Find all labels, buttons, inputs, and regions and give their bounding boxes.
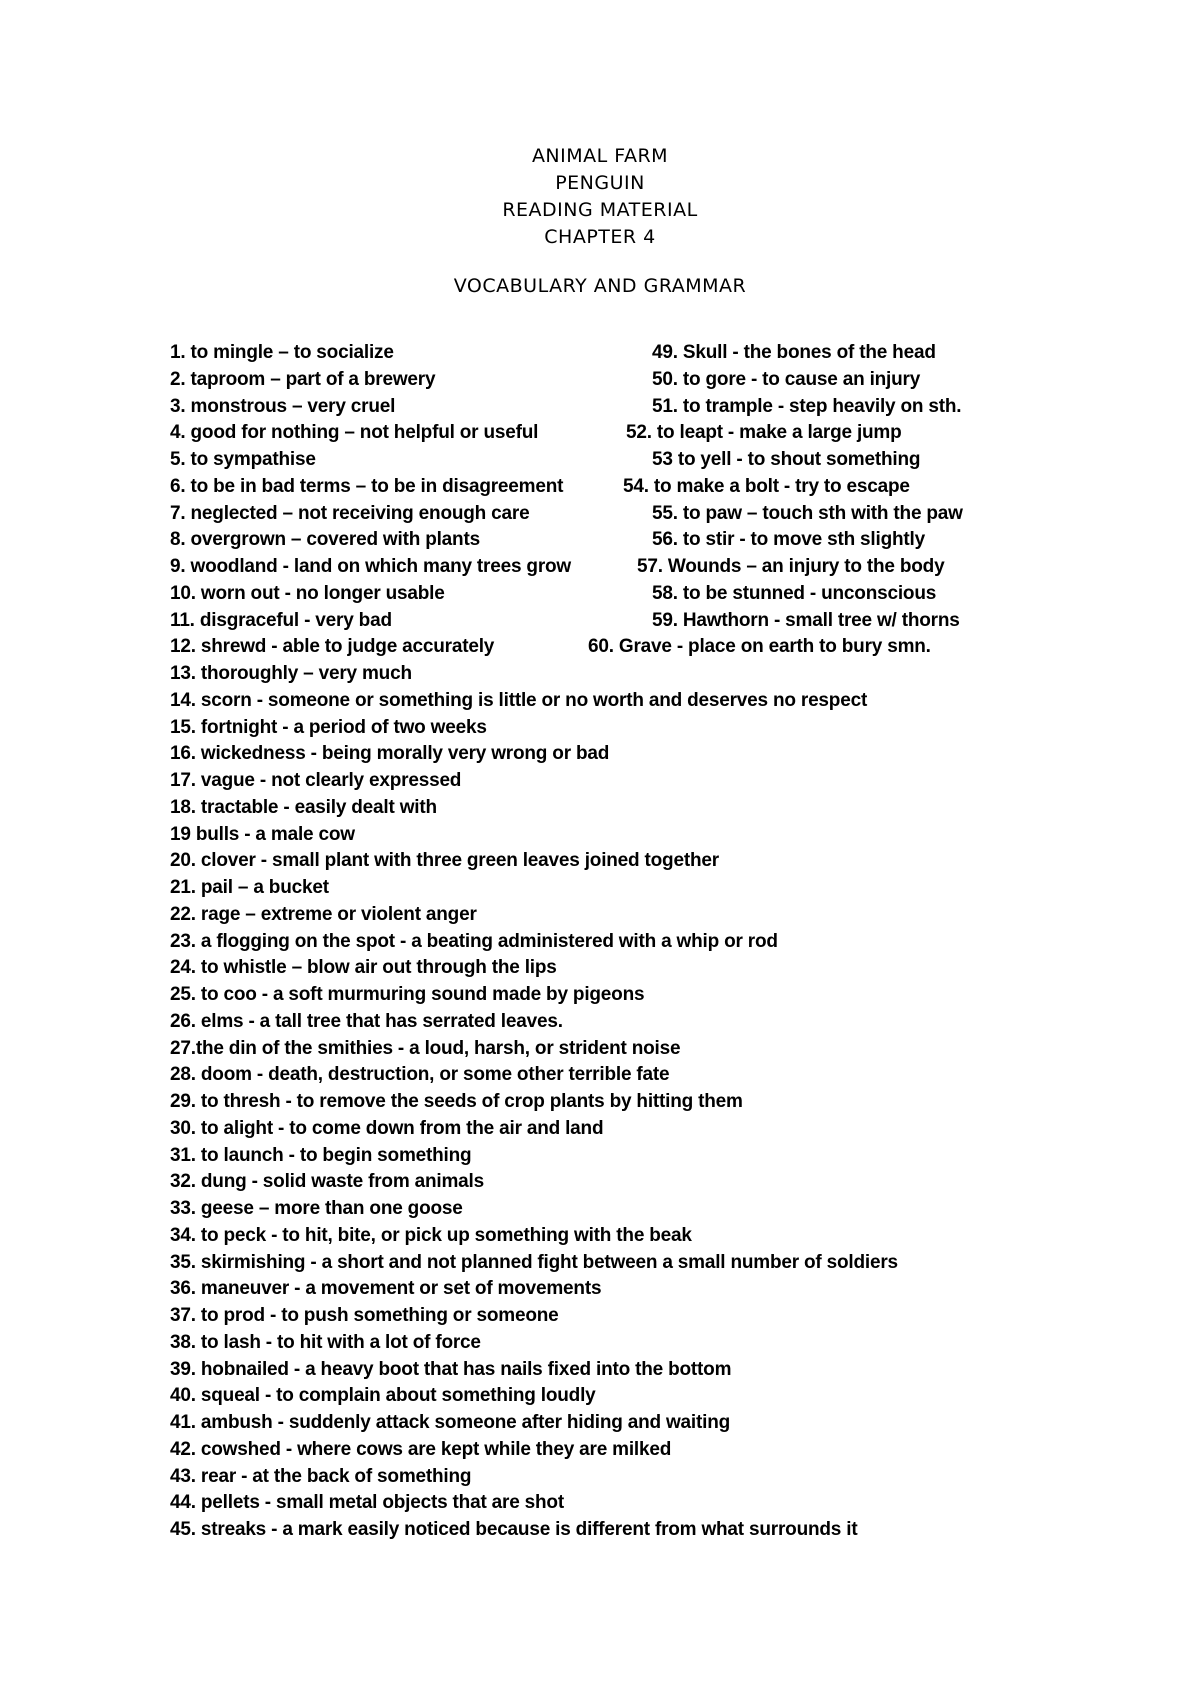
vocab-entry-right: 58. to be stunned - unconscious [652,582,937,604]
vocab-entry-right: 49. Skull - the bones of the head [652,342,936,363]
vocab-row [170,902,1170,929]
vocab-entry-right: 53 to yell - to shout something [652,449,921,470]
vocab-row [170,1490,1170,1517]
vocab-entry-left: 36. maneuver - a movement or set of movements [170,1278,602,1300]
vocab-row [170,715,1170,742]
vocab-row [170,875,1170,902]
vocab-row [170,768,1170,795]
vocab-row [170,420,1170,447]
vocab-entry-left: 25. to coo - a soft murmuring sound made by pigeons [170,984,645,1005]
title-line-2: PENGUIN [555,172,645,194]
vocab-row [170,848,1170,875]
vocab-entry-left: 2. taproom – part of a brewery [170,368,436,390]
vocab-entry-left: 3. monstrous – very cruel [170,395,396,417]
vocab-entry-left: 4. good for nothing – not helpful or useful [170,422,539,444]
vocab-entry-left: 42. cowshed - where cows are kept while they are milked [170,1438,672,1460]
vocab-entry-right: 54. to make a bolt - try to escape [623,475,910,497]
vocab-row [170,955,1170,982]
vocab-row [170,581,1170,608]
vocab-entry-right: 52. to leapt - make a large jump [626,422,902,444]
vocab-entry-left: 18. tractable - easily dealt with [170,796,437,818]
vocab-entry-right: 59. Hawthorn - small tree w/ thorns [652,609,960,631]
vocab-entry-left: 45. streaks - a mark easily noticed because is different from what surrounds it [170,1519,858,1540]
vocab-entry-right: 51. to trample - step heavily on sth. [652,395,962,417]
vocab-row [170,1089,1170,1116]
vocab-entry-left: 34. to peck - to hit, bite, or pick up something with the beak [170,1224,692,1246]
document-header [0,143,1200,300]
vocab-entry-left: 44. pellets - small metal objects that are shot [170,1492,564,1514]
vocab-row [170,1330,1170,1357]
vocab-row [170,795,1170,822]
vocab-entry-left: 35. skirmishing - a short and not planned fight between a small number of soldiers [170,1251,898,1273]
vocab-entry-left: 16. wickedness - being morally very wrong or bad [170,743,610,765]
vocab-row [170,527,1170,554]
vocab-row [170,822,1170,849]
vocab-row [170,741,1170,768]
vocab-row [170,501,1170,528]
vocab-entry-left: 14. scorn - someone or something is little or no worth and deserves no respect [170,689,868,711]
vocab-entry-left: 24. to whistle – blow air out through the lips [170,957,557,979]
vocab-row [170,554,1170,581]
vocab-entry-left: 21. pail – a bucket [170,877,329,898]
vocab-entry-left: 17. vague - not clearly expressed [170,770,462,791]
vocab-entry-right: 55. to paw – touch sth with the paw [652,502,963,524]
vocab-row [170,1143,1170,1170]
vocab-entry-left: 1. to mingle – to socialize [170,342,394,363]
vocab-entry-left: 23. a flogging on the spot - a beating administered with a whip or rod [170,930,778,952]
vocab-row [170,1383,1170,1410]
vocab-row [170,1062,1170,1089]
vocab-entry-left: 31. to launch - to begin something [170,1144,472,1166]
vocab-entry-left: 6. to be in bad terms – to be in disagreement [170,475,564,497]
vocab-row [170,1437,1170,1464]
vocab-row [170,1276,1170,1303]
vocab-entry-left: 27.the din of the smithies - a loud, harsh, or strident noise [170,1037,681,1059]
vocab-row [170,447,1170,474]
vocab-entry-right: 56. to stir - to move sth slightly [652,529,925,551]
vocab-entry-left: 40. squeal - to complain about something loudly [170,1385,596,1407]
vocab-row [170,1357,1170,1384]
vocab-entry-left: 10. worn out - no longer usable [170,582,445,604]
vocab-entry-left: 11. disgraceful - very bad [170,609,392,631]
vocab-row [170,394,1170,421]
vocab-entry-left: 15. fortnight - a period of two weeks [170,716,487,738]
vocab-row [170,1196,1170,1223]
vocab-entry-left: 30. to alight - to come down from the air and land [170,1117,604,1139]
vocab-row [170,1009,1170,1036]
vocab-entry-left: 19 bulls - a male cow [170,823,355,845]
vocab-entry-left: 37. to prod - to push something or someone [170,1305,559,1326]
vocab-row [170,1410,1170,1437]
vocab-entry-left: 41. ambush - suddenly attack someone after hiding and waiting [170,1412,731,1433]
vocab-entry-left: 5. to sympathise [170,449,316,470]
vocab-row [170,634,1170,661]
vocab-entry-left: 20. clover - small plant with three green leaves joined together [170,850,719,872]
vocab-entry-left: 9. woodland - land on which many trees grow [170,556,572,577]
vocab-row [170,1250,1170,1277]
vocab-row [170,929,1170,956]
section-subtitle: VOCABULARY AND GRAMMAR [453,275,747,297]
vocab-entry-left: 8. overgrown – covered with plants [170,529,480,551]
vocab-row [170,982,1170,1009]
title-line-4: CHAPTER 4 [544,226,656,248]
vocab-row [170,1223,1170,1250]
vocab-row [170,608,1170,635]
vocab-entry-left: 13. thoroughly – very much [170,663,412,684]
vocab-entry-left: 33. geese – more than one goose [170,1198,463,1219]
vocab-row [170,688,1170,715]
vocab-row [170,1169,1170,1196]
vocab-entry-left: 12. shrewd - able to judge accurately [170,636,495,658]
vocabulary-list [170,340,1170,1544]
vocab-entry-left: 43. rear - at the back of something [170,1465,472,1487]
vocab-row [170,1303,1170,1330]
vocab-entry-left: 39. hobnailed - a heavy boot that has nails fixed into the bottom [170,1358,732,1380]
vocab-entry-left: 7. neglected – not receiving enough care [170,502,530,524]
vocab-entry-left: 28. doom - death, destruction, or some other terrible fate [170,1064,670,1086]
vocab-entry-left: 22. rage – extreme or violent anger [170,903,477,925]
vocab-row [170,1036,1170,1063]
vocab-entry-right: 50. to gore - to cause an injury [652,368,921,390]
vocab-row [170,367,1170,394]
title-line-3: READING MATERIAL [502,199,698,221]
vocab-entry-left: 38. to lash - to hit with a lot of force [170,1331,481,1353]
vocab-row [170,1116,1170,1143]
vocab-row [170,1517,1170,1544]
vocab-row [170,474,1170,501]
vocab-row [170,340,1170,367]
vocab-entry-left: 32. dung - solid waste from animals [170,1171,484,1193]
vocab-entry-right: 60. Grave - place on earth to bury smn. [588,636,931,658]
title-line-1: ANIMAL FARM [531,145,669,167]
vocab-entry-left: 26. elms - a tall tree that has serrated leaves. [170,1010,563,1032]
vocab-entry-left: 29. to thresh - to remove the seeds of crop plants by hitting them [170,1091,743,1112]
vocab-row [170,661,1170,688]
vocab-row [170,1464,1170,1491]
vocab-entry-right: 57. Wounds – an injury to the body [637,556,945,577]
